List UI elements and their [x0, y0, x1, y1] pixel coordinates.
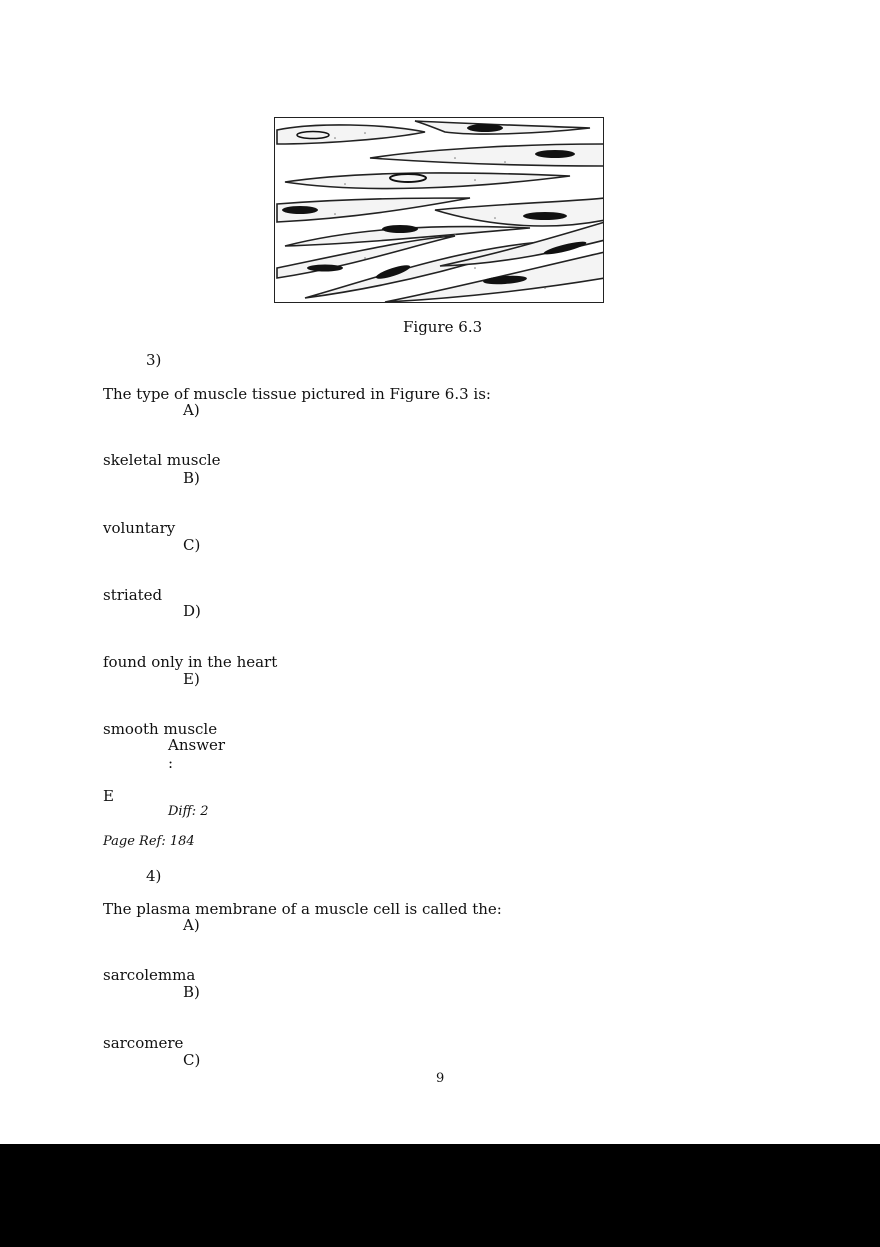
option-text: sarcolemma — [103, 966, 196, 984]
option-text: sarcomere — [103, 1034, 184, 1052]
option-letter: A) — [183, 401, 200, 419]
option-letter: B) — [183, 469, 200, 487]
question-number: 3) — [146, 351, 162, 369]
page-reference: Page Ref: 184 — [103, 834, 195, 849]
option-letter: B) — [183, 983, 200, 1001]
page-number: 9 — [436, 1071, 445, 1086]
answer-colon: : — [168, 754, 174, 772]
option-text: striated — [103, 586, 163, 604]
option-letter: D) — [183, 602, 201, 620]
question-prompt: The plasma membrane of a muscle cell is called the: — [103, 900, 502, 918]
option-text: voluntary — [103, 519, 176, 537]
difficulty: Diff: 2 — [168, 804, 209, 819]
figure-caption: Figure 6.3 — [403, 318, 483, 336]
option-letter: A) — [183, 916, 200, 934]
option-text: found only in the heart — [103, 653, 278, 671]
option-text: smooth muscle — [103, 720, 218, 738]
answer-label: Answer — [168, 736, 226, 754]
figure-6-3-image — [274, 117, 604, 303]
option-letter: E) — [183, 670, 200, 688]
smooth-muscle-illustration — [275, 118, 604, 303]
black-bottom-band — [0, 1144, 880, 1247]
option-text: skeletal muscle — [103, 451, 221, 469]
option-letter: C) — [183, 1051, 201, 1069]
option-letter: C) — [183, 536, 201, 554]
question-number: 4) — [146, 867, 162, 885]
question-prompt: The type of muscle tissue pictured in Figure 6.3 is: — [103, 385, 491, 403]
answer-value: E — [103, 787, 114, 805]
